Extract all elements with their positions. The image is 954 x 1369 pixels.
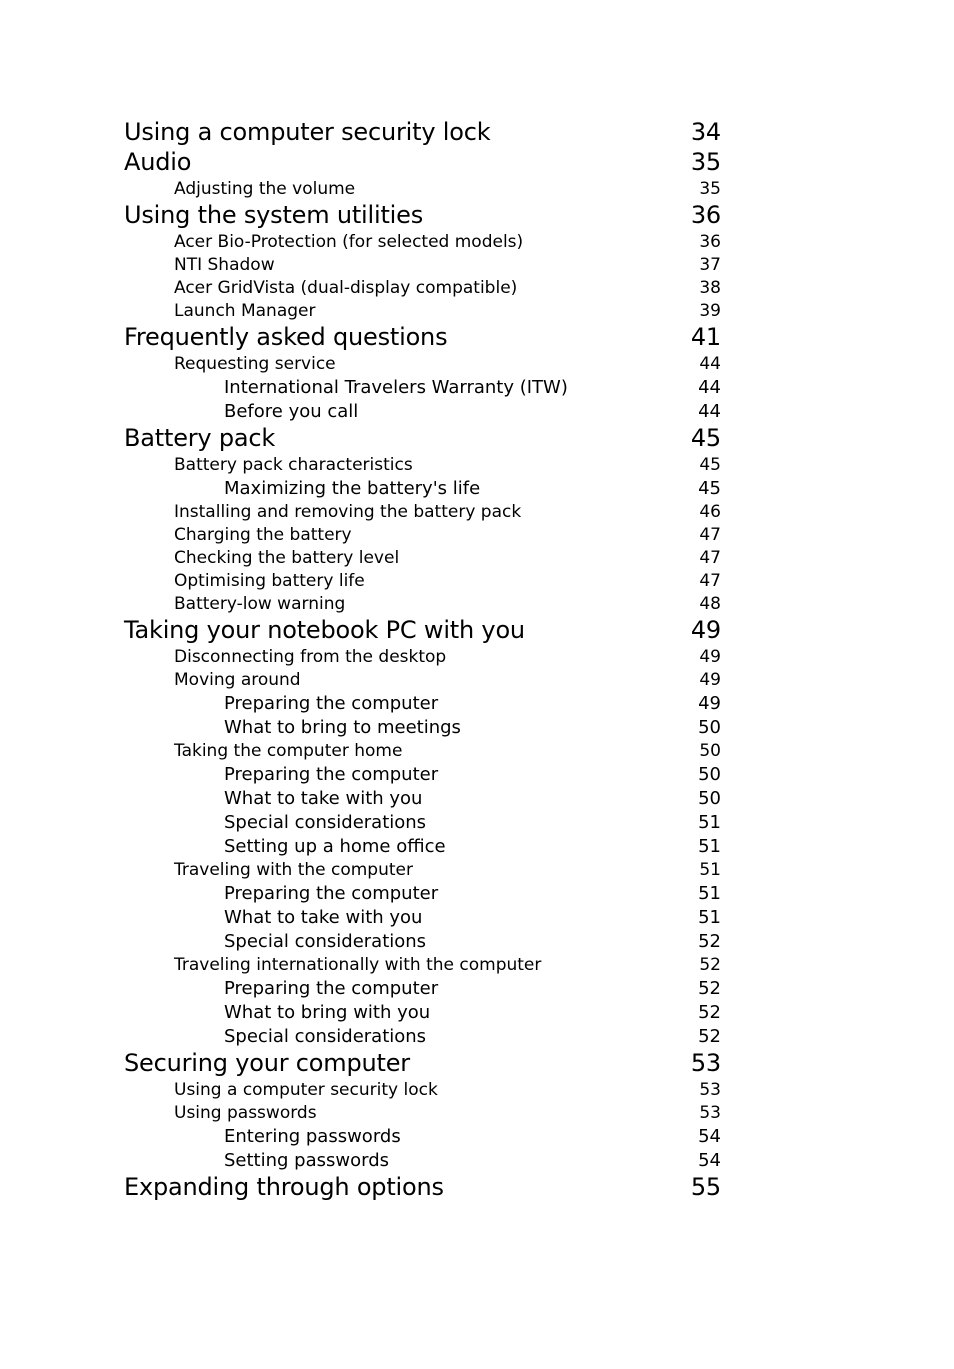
toc-section-entry[interactable] [0, 1080, 954, 1100]
toc-entry-page-number: 47 [699, 571, 721, 591]
toc-entry-page-number: 52 [698, 978, 721, 999]
toc-subsection-entry[interactable] [0, 1002, 954, 1023]
toc-entry-page-number: 35 [690, 148, 721, 176]
toc-section-entry[interactable] [0, 594, 954, 614]
toc-entry-page-number: 49 [690, 616, 721, 644]
toc-entry-page-number: 49 [698, 693, 721, 714]
toc-entry-title: Battery pack [124, 424, 276, 452]
toc-entry-title: Adjusting the volume [174, 179, 356, 199]
toc-entry-title: Preparing the computer [224, 693, 439, 714]
toc-entry-page-number: 44 [698, 401, 721, 422]
toc-entry-page-number: 50 [698, 764, 721, 785]
toc-subsection-entry[interactable] [0, 812, 954, 833]
toc-entry-title: Taking the computer home [174, 741, 403, 761]
toc-subsection-entry[interactable] [0, 478, 954, 499]
toc-entry-page-number: 52 [698, 1026, 721, 1047]
toc-entry-page-number: 37 [699, 255, 721, 275]
toc-entry-title: Checking the battery level [174, 548, 400, 568]
toc-entry-page-number: 48 [699, 594, 721, 614]
toc-entry-page-number: 53 [699, 1103, 721, 1123]
toc-chapter-entry[interactable] [0, 119, 954, 145]
toc-entry-page-number: 50 [698, 717, 721, 738]
toc-chapter-entry[interactable] [0, 617, 954, 643]
toc-entry-page-number: 52 [698, 1002, 721, 1023]
toc-entry-title: International Travelers Warranty (ITW) [224, 377, 568, 398]
toc-entry-page-number: 41 [690, 323, 721, 351]
toc-entry-title: Using a computer security lock [124, 118, 491, 146]
toc-entry-title: Securing your computer [124, 1049, 410, 1077]
toc-entry-page-number: 51 [698, 812, 721, 833]
toc-entry-page-number: 44 [698, 377, 721, 398]
toc-entry-title: What to take with you [224, 788, 423, 809]
toc-entry-title: Preparing the computer [224, 764, 439, 785]
toc-entry-title: Using passwords [174, 1103, 317, 1123]
toc-section-entry[interactable] [0, 278, 954, 298]
toc-entry-title: Optimising battery life [174, 571, 365, 591]
toc-entry-title: Disconnecting from the desktop [174, 647, 447, 667]
toc-entry-page-number: 49 [699, 647, 721, 667]
toc-section-entry[interactable] [0, 455, 954, 475]
toc-subsection-entry[interactable] [0, 978, 954, 999]
toc-section-entry[interactable] [0, 1103, 954, 1123]
toc-entry-page-number: 36 [690, 201, 721, 229]
toc-section-entry[interactable] [0, 255, 954, 275]
toc-entry-title: Requesting service [174, 354, 336, 374]
toc-entry-page-number: 36 [699, 232, 721, 252]
toc-entry-page-number: 50 [699, 741, 721, 761]
toc-entry-page-number: 51 [698, 836, 721, 857]
toc-entry-title: Acer Bio-Protection (for selected models) [174, 232, 524, 252]
toc-entry-page-number: 53 [699, 1080, 721, 1100]
toc-entry-title: What to take with you [224, 907, 423, 928]
toc-entry-title: Using a computer security lock [174, 1080, 438, 1100]
toc-chapter-entry[interactable] [0, 1050, 954, 1076]
toc-entry-title: Using the system utilities [124, 201, 423, 229]
toc-entry-title: Maximizing the battery's life [224, 478, 481, 499]
toc-section-entry[interactable] [0, 741, 954, 761]
toc-entry-page-number: 35 [699, 179, 721, 199]
toc-entry-title: What to bring to meetings [224, 717, 461, 738]
toc-subsection-entry[interactable] [0, 693, 954, 714]
toc-subsection-entry[interactable] [0, 836, 954, 857]
toc-section-entry[interactable] [0, 301, 954, 321]
toc-entry-title: Expanding through options [124, 1173, 444, 1201]
toc-entry-page-number: 52 [698, 931, 721, 952]
toc-entry-page-number: 49 [699, 670, 721, 690]
toc-entry-title: Audio [124, 148, 192, 176]
toc-entry-page-number: 55 [690, 1173, 721, 1201]
toc-chapter-entry[interactable] [0, 425, 954, 451]
toc-chapter-entry[interactable] [0, 324, 954, 350]
toc-entry-page-number: 54 [698, 1150, 721, 1171]
toc-chapter-entry[interactable] [0, 202, 954, 228]
toc-entry-title: Acer GridVista (dual-display compatible) [174, 278, 518, 298]
toc-entry-page-number: 44 [699, 354, 721, 374]
toc-section-entry[interactable] [0, 179, 954, 199]
toc-subsection-entry[interactable] [0, 907, 954, 928]
toc-entry-title: Preparing the computer [224, 978, 439, 999]
toc-subsection-entry[interactable] [0, 1026, 954, 1047]
toc-entry-title: Charging the battery [174, 525, 352, 545]
toc-entry-page-number: 51 [699, 860, 721, 880]
toc-subsection-entry[interactable] [0, 717, 954, 738]
toc-section-entry[interactable] [0, 525, 954, 545]
toc-subsection-entry[interactable] [0, 1150, 954, 1171]
toc-subsection-entry[interactable] [0, 788, 954, 809]
toc-entry-title: Setting passwords [224, 1150, 390, 1171]
toc-entry-title: Preparing the computer [224, 883, 439, 904]
toc-subsection-entry[interactable] [0, 377, 954, 398]
toc-entry-title: Traveling internationally with the computer [174, 955, 542, 975]
toc-entry-page-number: 47 [699, 548, 721, 568]
toc-entry-page-number: 45 [699, 455, 721, 475]
toc-section-entry[interactable] [0, 670, 954, 690]
toc-entry-page-number: 47 [699, 525, 721, 545]
toc-chapter-entry[interactable] [0, 1174, 954, 1200]
toc-entry-page-number: 50 [698, 788, 721, 809]
toc-entry-page-number: 34 [690, 118, 721, 146]
toc-entry-title: Special considerations [224, 812, 427, 833]
toc-section-entry[interactable] [0, 955, 954, 975]
toc-entry-page-number: 39 [699, 301, 721, 321]
toc-chapter-entry[interactable] [0, 149, 954, 175]
toc-subsection-entry[interactable] [0, 931, 954, 952]
toc-entry-page-number: 52 [699, 955, 721, 975]
toc-entry-title: Special considerations [224, 931, 427, 952]
toc-section-entry[interactable] [0, 571, 954, 591]
toc-entry-title: Frequently asked questions [124, 323, 448, 351]
toc-section-entry[interactable] [0, 548, 954, 568]
toc-entry-title: Before you call [224, 401, 359, 422]
toc-entry-title: Moving around [174, 670, 301, 690]
toc-entry-page-number: 51 [698, 883, 721, 904]
toc-entry-title: Battery pack characteristics [174, 455, 413, 475]
toc-entry-title: NTI Shadow [174, 255, 275, 275]
toc-entry-page-number: 45 [690, 424, 721, 452]
toc-section-entry[interactable] [0, 860, 954, 880]
toc-entry-title: Taking your notebook PC with you [124, 616, 525, 644]
toc-section-entry[interactable] [0, 647, 954, 667]
toc-entry-title: Entering passwords [224, 1126, 401, 1147]
toc-section-entry[interactable] [0, 232, 954, 252]
toc-section-entry[interactable] [0, 502, 954, 522]
toc-entry-page-number: 45 [698, 478, 721, 499]
toc-entry-title: Launch Manager [174, 301, 316, 321]
toc-entry-page-number: 38 [699, 278, 721, 298]
toc-entry-title: Installing and removing the battery pack [174, 502, 522, 522]
toc-entry-title: What to bring with you [224, 1002, 431, 1023]
toc-entry-title: Battery-low warning [174, 594, 346, 614]
toc-entry-page-number: 53 [690, 1049, 721, 1077]
toc-section-entry[interactable] [0, 354, 954, 374]
toc-subsection-entry[interactable] [0, 401, 954, 422]
toc-entry-page-number: 51 [698, 907, 721, 928]
toc-entry-title: Special considerations [224, 1026, 427, 1047]
toc-subsection-entry[interactable] [0, 764, 954, 785]
toc-entry-page-number: 46 [699, 502, 721, 522]
toc-entry-title: Setting up a home office [224, 836, 446, 857]
toc-entry-title: Traveling with the computer [174, 860, 413, 880]
toc-subsection-entry[interactable] [0, 1126, 954, 1147]
toc-entry-page-number: 54 [698, 1126, 721, 1147]
toc-subsection-entry[interactable] [0, 883, 954, 904]
